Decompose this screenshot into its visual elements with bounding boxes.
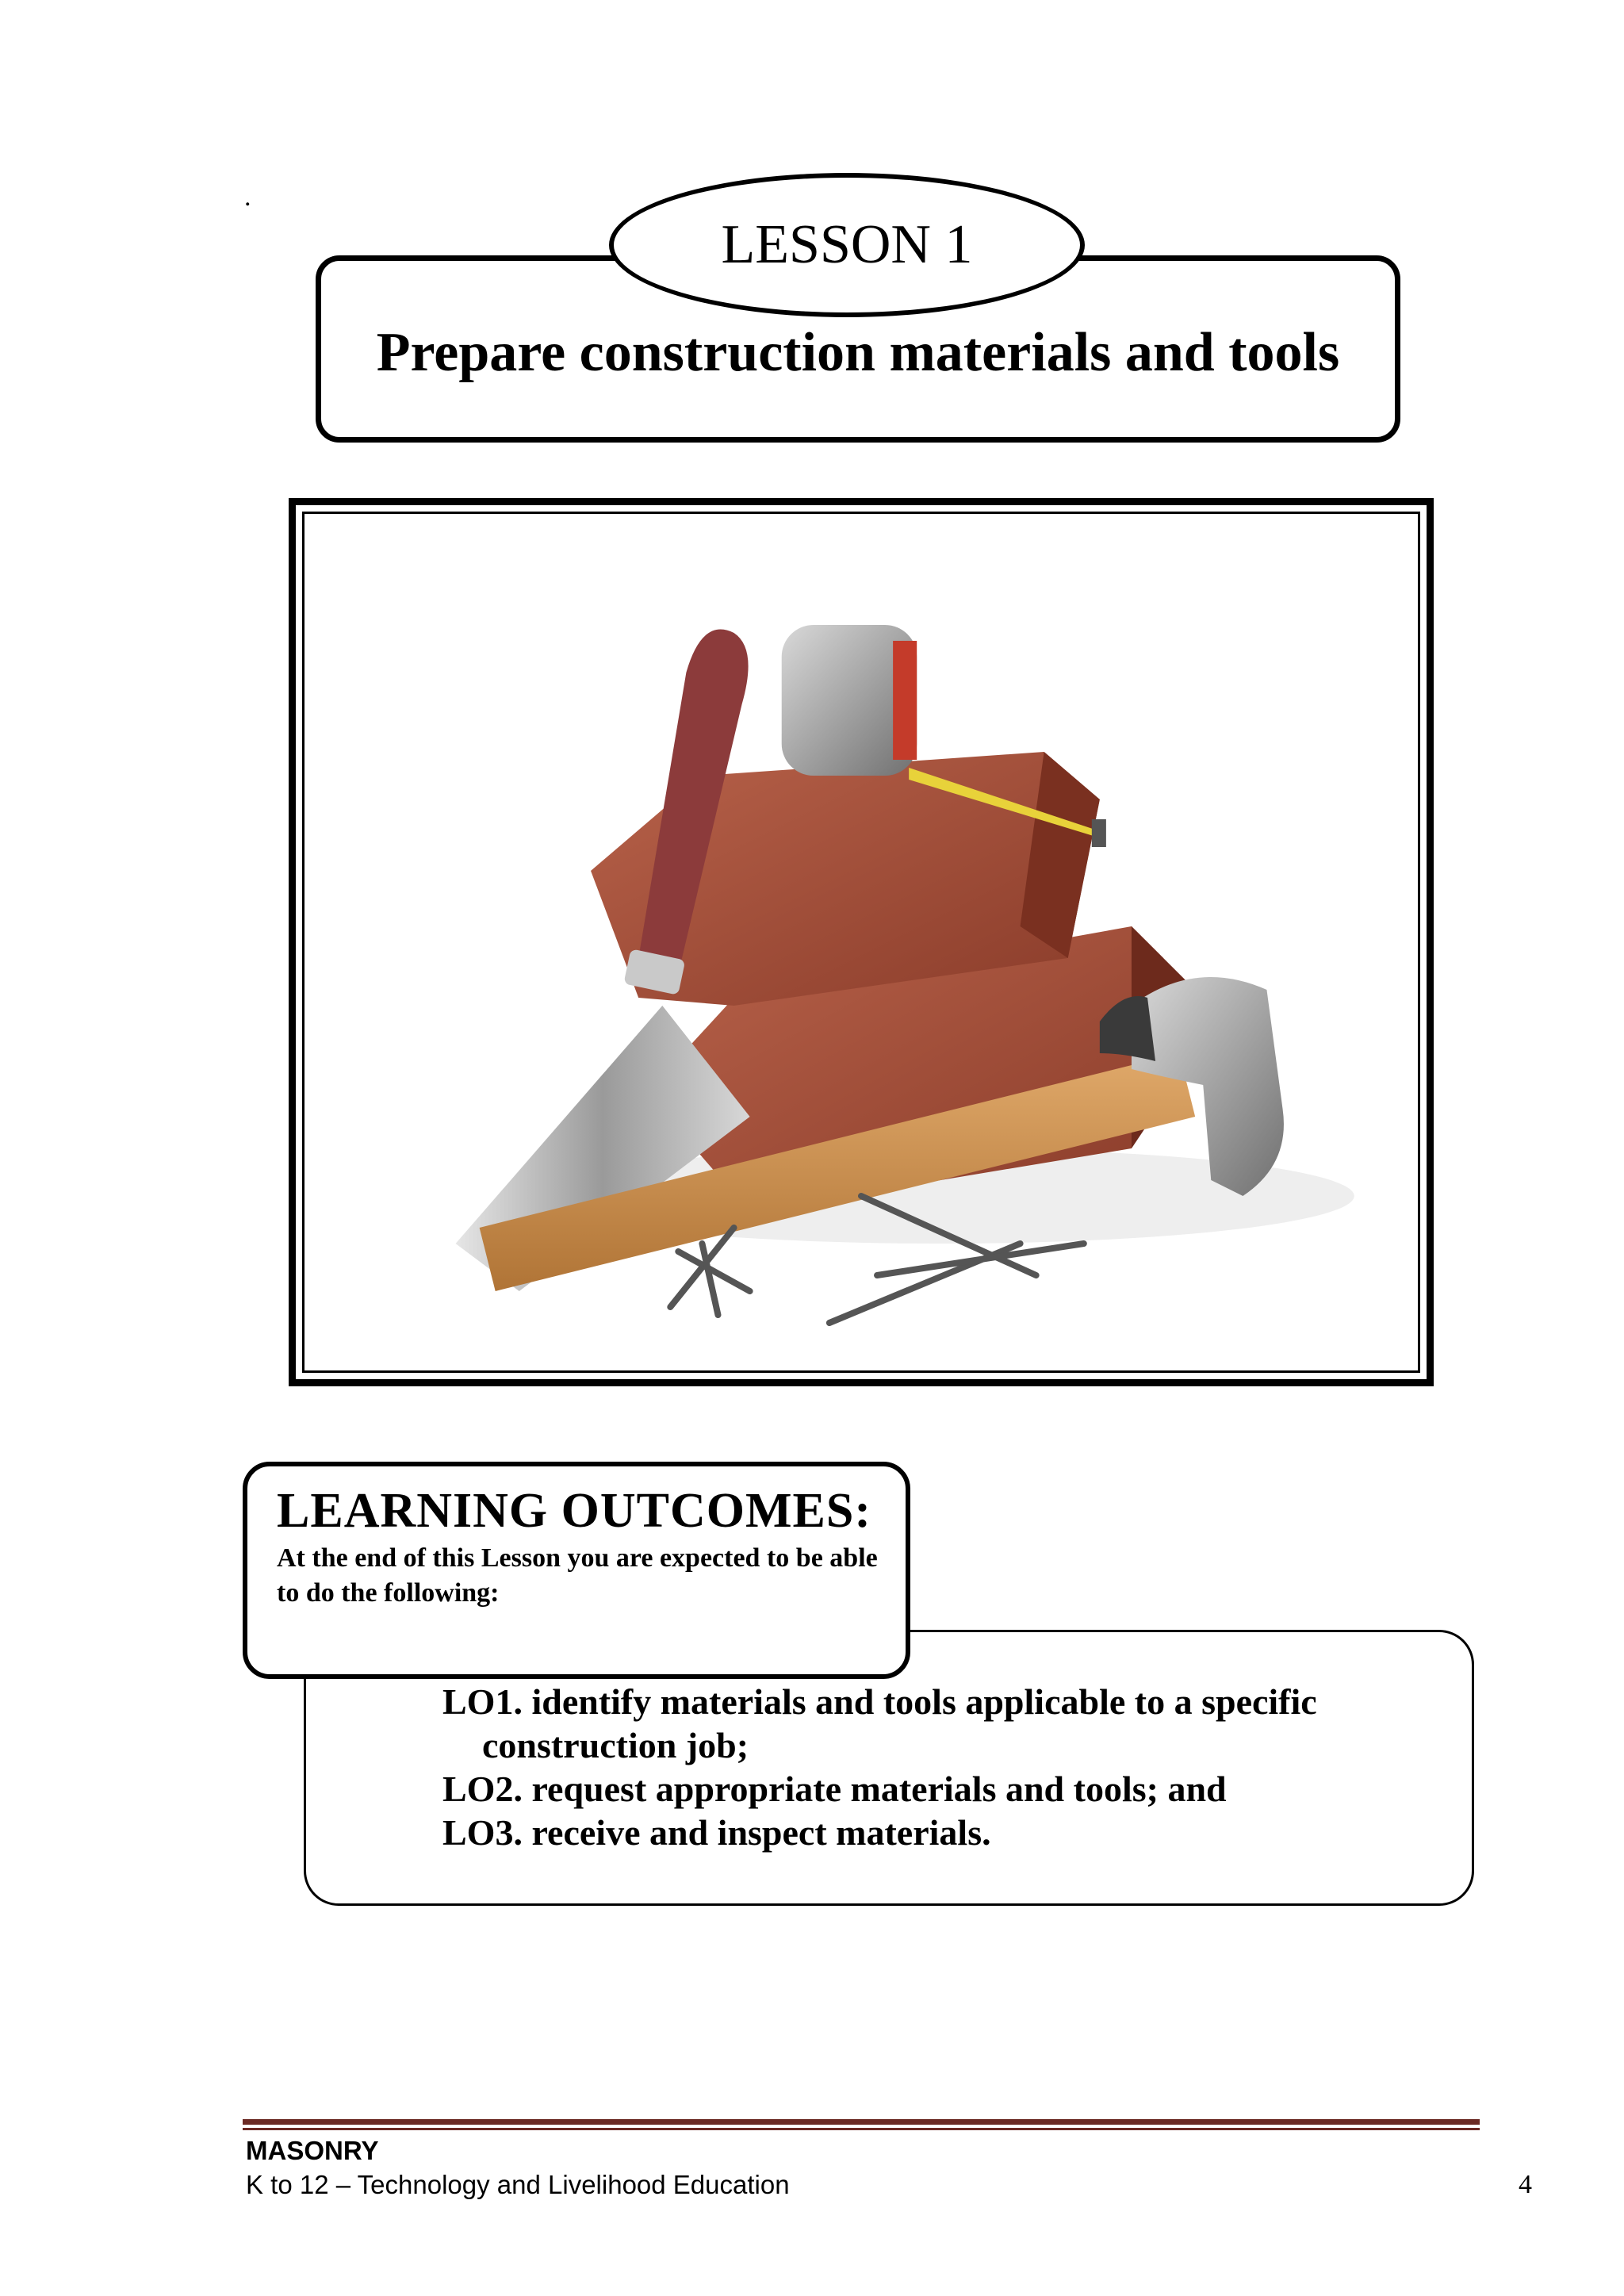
lesson-title: Prepare construction materials and tools xyxy=(376,322,1340,383)
construction-tools-image xyxy=(302,512,1420,1373)
learning-outcomes-list xyxy=(442,1680,1442,1854)
illustration-frame xyxy=(289,498,1434,1386)
stray-mark: . xyxy=(244,182,251,212)
lesson-label-oval xyxy=(609,173,1085,317)
page-number: 4 xyxy=(1519,2170,1532,2199)
footer-course: K to 12 – Technology and Livelihood Education xyxy=(246,2170,790,2199)
learning-outcomes-intro: At the end of this Lesson you are expected to be able to do the following: xyxy=(277,1543,878,1608)
lesson-label: LESSON 1 xyxy=(721,214,973,275)
learning-outcome-item: LO3. receive and inspect materials. xyxy=(442,1812,991,1853)
learning-outcome-item: LO2. request appropriate materials and tools; and xyxy=(442,1769,1227,1809)
footer-rule-thin xyxy=(243,2128,1480,2130)
footer-subject: MASONRY xyxy=(246,2136,379,2165)
footer-rule xyxy=(243,2119,1480,2125)
construction-tools-illustration xyxy=(304,514,1418,1370)
learning-outcomes-heading: LEARNING OUTCOMES: xyxy=(277,1484,872,1538)
learning-outcome-item: LO1. identify materials and tools applicable to a specific construction job; xyxy=(442,1681,1317,1765)
